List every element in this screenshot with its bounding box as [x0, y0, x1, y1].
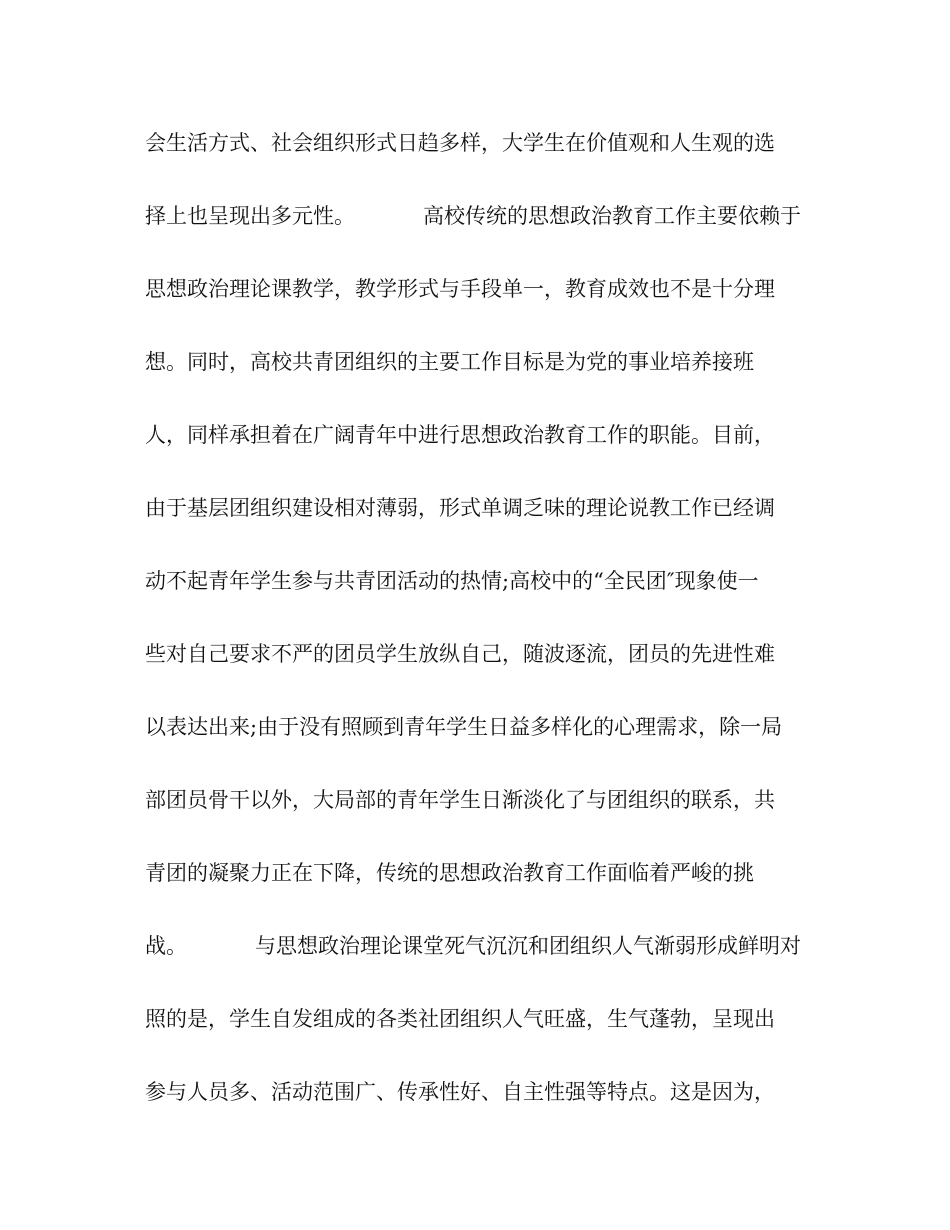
text-line-3: 思想政治理论课教学，教学形式与手段单一，教育成效也不是十分理 — [145, 277, 775, 301]
text-line-2a: 择上也呈现出多元性。 — [145, 204, 355, 228]
text-line-14: 参与人员多、活动范围广、传承性好、自主性强等特点。这是因为， — [145, 1080, 775, 1104]
text-line-7: 动不起青年学生参与共青团活动的热情;高校中的“全民团″现象使一 — [145, 569, 759, 593]
text-line-13: 照的是，学生自发组成的各类社团组织人气旺盛，生气蓬勃，呈现出 — [145, 1007, 775, 1031]
text-line-4: 想。同时，高校共青团组织的主要工作目标是为党的事业培养接班 — [145, 350, 754, 374]
text-line-9: 以表达出来;由于没有照顾到青年学生日益多样化的心理需求，除一局 — [145, 715, 783, 739]
text-line-1: 会生活方式、社会组织形式日趋多样，大学生在价值观和人生观的选 — [145, 131, 775, 155]
text-line-2 — [145, 204, 801, 228]
text-line-10: 部团员骨干以外，大局部的青年学生日渐淡化了与团组织的联系，共 — [145, 788, 775, 812]
text-line-12b: 与思想政治理论课堂死气沉沉和团组织人气渐弱形成鲜明对 — [255, 934, 801, 958]
text-line-12a: 战。 — [145, 934, 187, 958]
text-line-11: 青团的凝聚力正在下降，传统的思想政治教育工作面临着严峻的挑 — [145, 861, 754, 885]
text-line-12 — [145, 934, 801, 958]
text-line-2b: 高校传统的思想政治教育工作主要依赖于 — [423, 204, 801, 228]
text-line-6: 由于基层团组织建设相对薄弱，形式单调乏味的理论说教工作已经调 — [145, 496, 775, 520]
text-line-8: 些对自己要求不严的团员学生放纵自己，随波逐流，团员的先进性难 — [145, 642, 775, 666]
text-line-5: 人，同样承担着在广阔青年中进行思想政治教育工作的职能。目前， — [145, 423, 775, 447]
